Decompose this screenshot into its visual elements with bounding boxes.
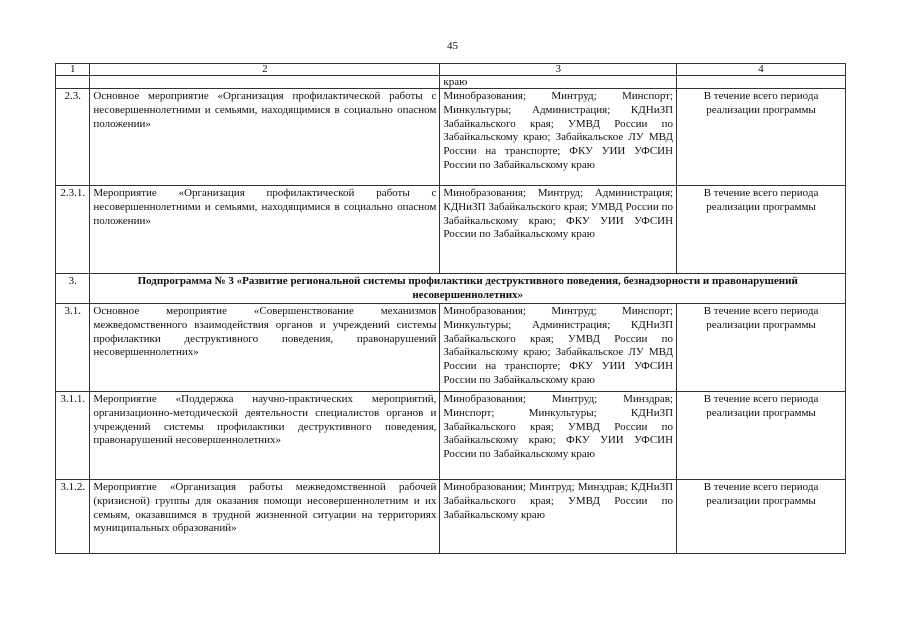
responsible-organizations: Минобразования; Минтруд; Минздрав; Минспорт; Минкультуры; КДНиЗП Забайкальского края; УМВД России по Забайкальскому краю; ФКУ УИИ УФСИН России по Забайкальскому краю [440,392,677,480]
row-number: 3.1. [56,304,90,392]
row-number: 3.1.2. [56,480,90,554]
table-row [56,186,846,274]
row-number: 2.3.1. [56,186,90,274]
column-header: 1 [56,64,90,76]
continuation-text: краю [440,76,677,89]
responsible-organizations: Минобразования; Минтруд; Минздрав; КДНиЗП Забайкальского края; УМВД России по Забайкальскому краю [440,480,677,554]
row-number: 3.1.1. [56,392,90,480]
activity-description: Основное мероприятие «Организация профилактической работы с несовершеннолетними и семьями, находящимися в социально опасном положении» [90,89,440,186]
responsible-organizations: Минобразования; Минтруд; Администрация; КДНиЗП Забайкальского края; УМВД России по Забайкальскому краю; ФКУ УИИ УФСИН России по Забайкальскому краю [440,186,677,274]
implementation-term: В течение всего периода реализации программы [677,304,846,392]
implementation-term: В течение всего периода реализации программы [677,89,846,186]
column-header: 2 [90,64,440,76]
subprogram-row [56,274,846,304]
activity-description: Основное мероприятие «Совершенствование механизмов межведомственного взаимодействия органов и учреждений системы профилактики деструктивного поведения, правонарушений несовершеннолетних» [90,304,440,392]
continuation-row [56,76,846,89]
table-row [56,480,846,554]
activity-description: Мероприятие «Организация профилактической работы с несовершеннолетними и семьями, находящимися в социально опасном положении» [90,186,440,274]
table-row [56,304,846,392]
implementation-term: В течение всего периода реализации программы [677,480,846,554]
page-number: 45 [447,40,458,52]
table-row [56,89,846,186]
subprogram-title: Подпрограмма № 3 «Развитие региональной системы профилактики деструктивного поведения, безнадзорности и правонарушений несовершеннолетних» [90,274,846,304]
table-header-row [56,64,846,76]
implementation-term: В течение всего периода реализации программы [677,186,846,274]
responsible-organizations: Минобразования; Минтруд; Минспорт; Минкультуры; Администрация; КДНиЗП Забайкальского края; УМВД России по Забайкальскому краю; Забайкальское ЛУ МВД России на транспорте; ФКУ УИИ УФСИН России по Забайкальскому краю [440,304,677,392]
column-header: 3 [440,64,677,76]
responsible-organizations: Минобразования; Минтруд; Минспорт; Минкультуры; Администрация; КДНиЗП Забайкальского края; УМВД России по Забайкальскому краю; Забайкальское ЛУ МВД России на транспорте; ФКУ УИИ УФСИН России по Забайкальскому краю [440,89,677,186]
row-number: 3. [56,274,90,304]
implementation-term: В течение всего периода реализации программы [677,392,846,480]
programme-table [55,63,846,554]
activity-description: Мероприятие «Поддержка научно-практических мероприятий, организационно-методической деятельности специалистов органов и учреждений системы профилактики деструктивного поведения, правонарушений несовершеннолетних» [90,392,440,480]
column-header: 4 [677,64,846,76]
activity-description: Мероприятие «Организация работы межведомственной рабочей (кризисной) группы для оказания помощи несовершеннолетним и их семьям, оказавшимся в трудной жизненной ситуации на территориях муниципальных образований» [90,480,440,554]
row-number: 2.3. [56,89,90,186]
table-row [56,392,846,480]
